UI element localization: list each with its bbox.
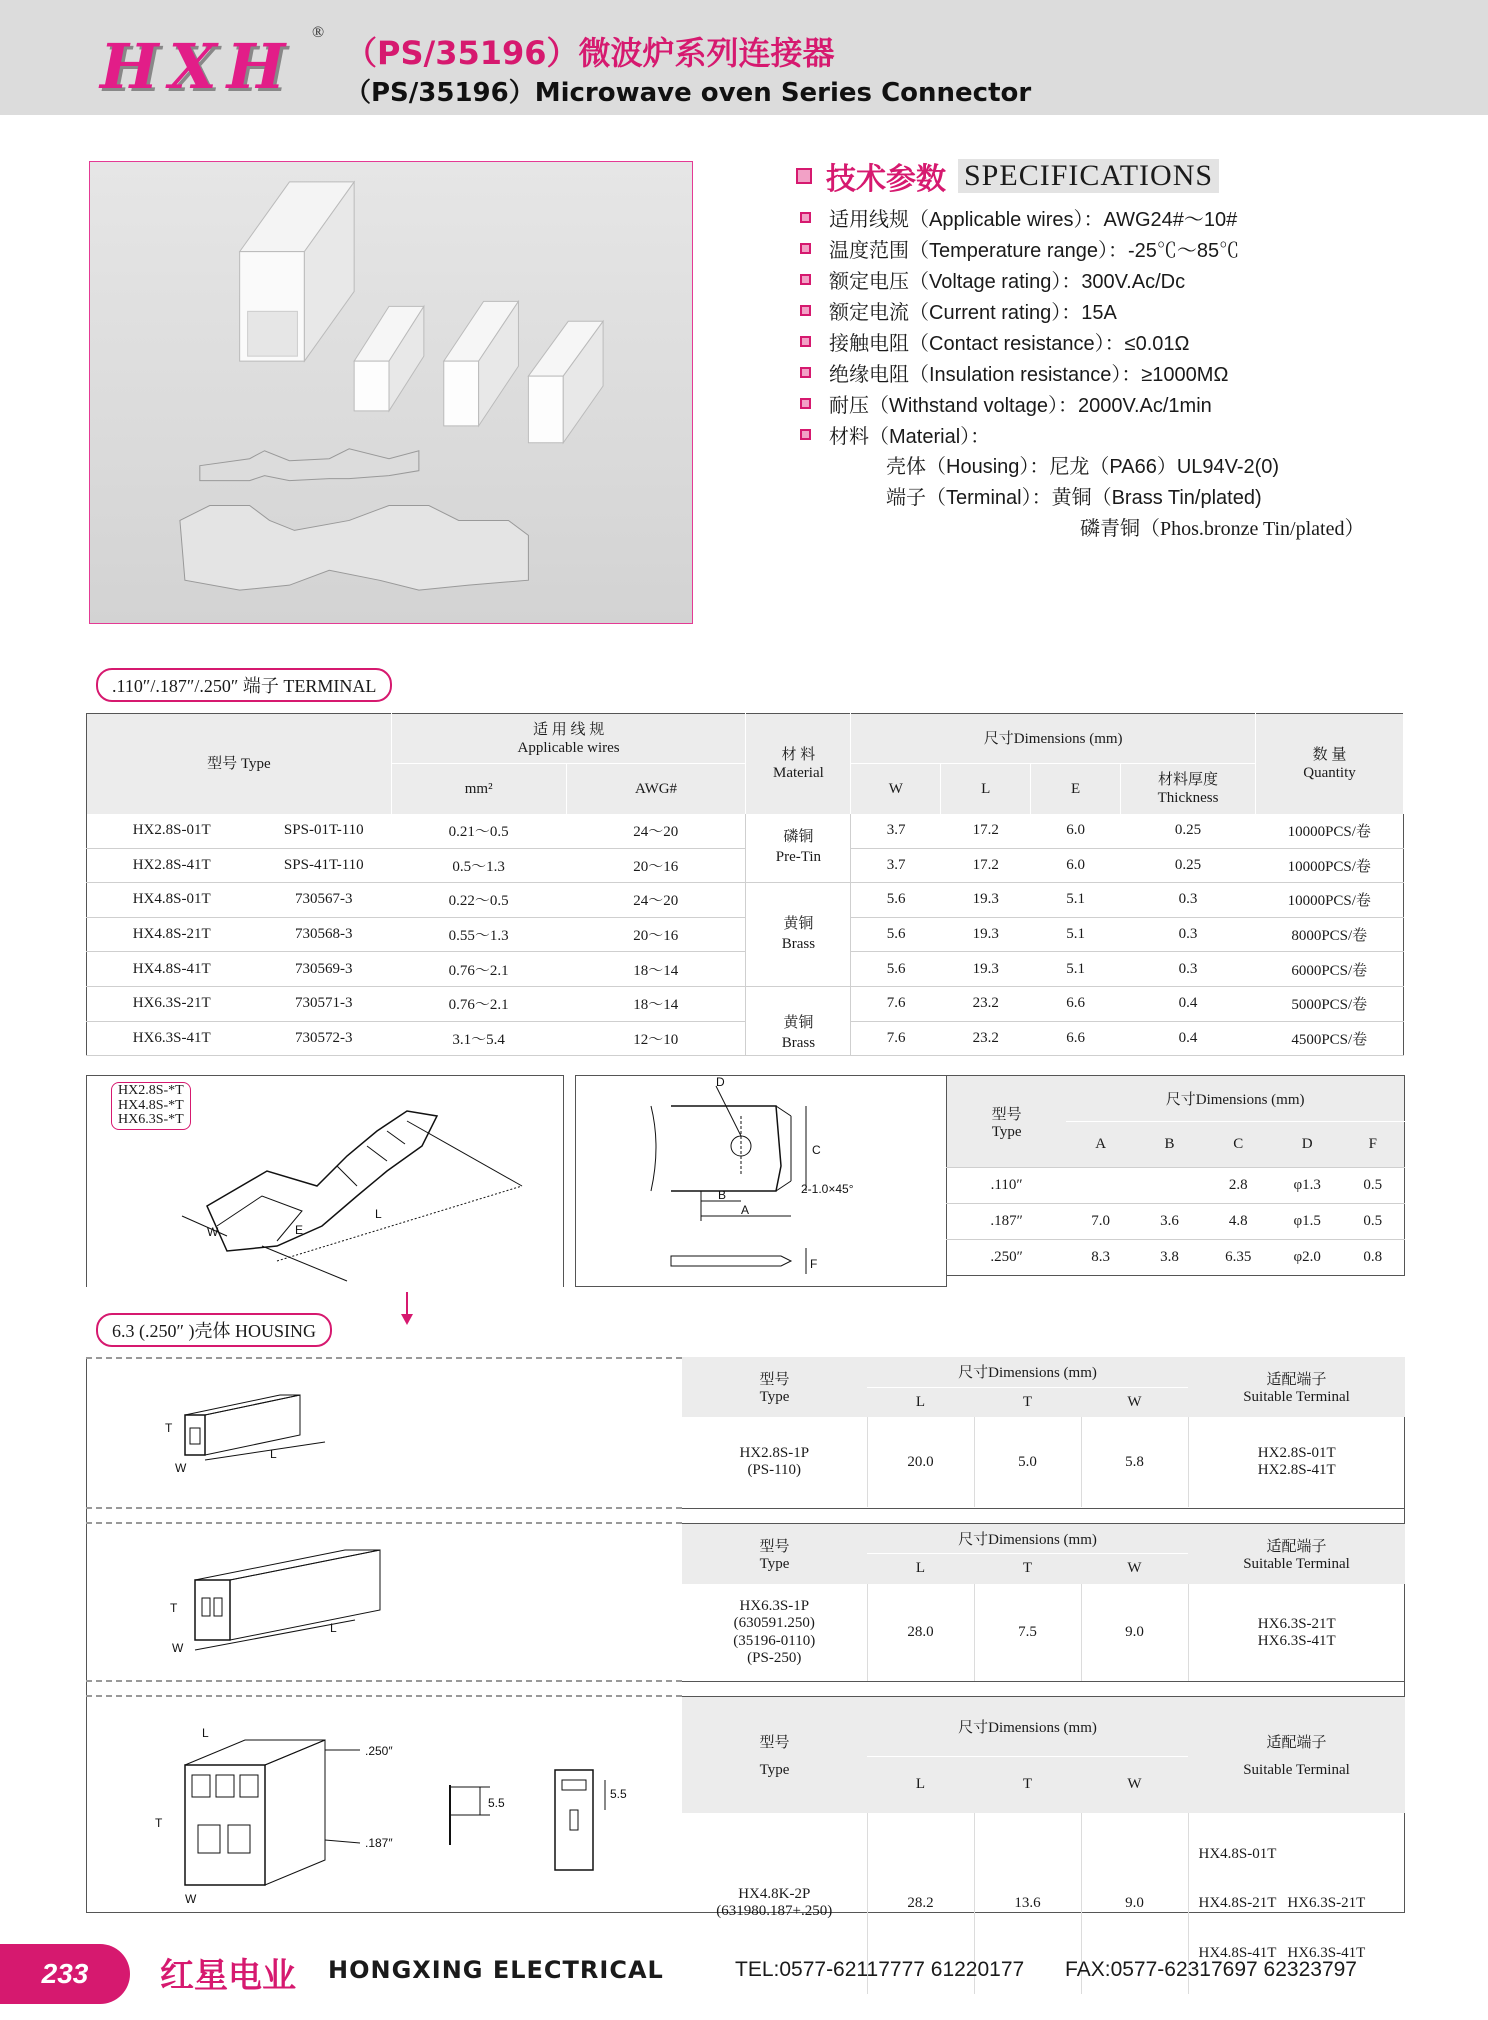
cell-mm2: 3.1～5.4 [391,1021,566,1056]
cell-e: 5.1 [1031,883,1121,918]
square-bullet-icon [800,243,811,254]
svg-text:L: L [375,1207,382,1221]
header-quantity: 数 量 Quantity [1256,714,1404,814]
cell-t: 0.4 [1121,1021,1256,1056]
cell-l: 19.3 [941,883,1031,918]
housing-table-3: 型号 Type 尺寸Dimensions (mm) 适配端子 Suitable Terminal L T W HX4.8K-2P (631980.187+.250) 28.2 13.6 9.0 HX4.8S-01T HX4.8S-21T HX6.3S-21T HX4.8S-41T HX6.3S-41T [682,1696,1405,1994]
divider [86,1680,682,1682]
housing-table-1: 型号 Type 尺寸Dimensions (mm) 适配端子 Suitable Terminal L T W HX2.8S-1P (PS-110) 20.0 5.0 5.8 HX2.8S-01T HX2.8S-41T [682,1357,1405,1507]
cell-mm2: 0.55～1.3 [391,917,566,952]
svg-text:W: W [185,1892,197,1905]
cell-mm2: 0.76～2.1 [391,952,566,987]
tab-dimensions-table [946,1075,1405,1276]
header-dimensions: 尺寸Dimensions (mm) [851,714,1256,764]
svg-text:L: L [330,1621,337,1635]
terminal-section-tag: .110″/.187″/.250″ 端子 TERMINAL [96,668,392,702]
cell-material: 黄铜 Brass [746,883,851,987]
divider [86,1695,682,1697]
cell-type: .187″ [947,1204,1067,1240]
specifications-list [800,202,1239,450]
svg-text:T: T [155,1816,163,1830]
housing-table-2: 型号 Type 尺寸Dimensions (mm) 适配端子 Suitable Terminal L T W HX6.3S-1P (630591.250) (35196-0110) (PS-250) 28.0 7.5 9.0 HX6.3S-21T HX6.3S-41T [682,1523,1405,1682]
terminal-drawing [87,1076,565,1288]
table-row [87,848,1404,883]
terminal-table [86,713,1404,1056]
square-bullet-icon [800,274,811,285]
cell-c: 6.35 [1204,1240,1273,1276]
spec-row: 耐压（Withstand voltage）：2000V.Ac/1min [800,388,1239,419]
square-bullet-icon [796,168,812,184]
page-number: 233 [0,1944,130,2004]
housing-2p-drawing [150,1725,680,1905]
cell-mm2: 0.5～1.3 [391,848,566,883]
cell-awg: 20～16 [566,917,746,952]
terminal-drawing-panel [86,1075,564,1287]
cell-l: 19.3 [941,917,1031,952]
cell-w: 3.7 [851,848,941,883]
table-row [87,986,1404,1021]
cell-type: HX4.8S-21T [87,917,257,952]
registered-mark: ® [312,24,325,41]
cell-l: 17.2 [941,814,1031,849]
table-row [947,1168,1405,1204]
spec-row: 额定电压（Voltage rating）：300V.Ac/Dc [800,264,1239,295]
cell-awg: 24～20 [566,883,746,918]
spec-row: 绝缘电阻（Insulation resistance）：≥1000MΩ [800,357,1239,388]
cell-awg: 20～16 [566,848,746,883]
header-thickness: 材料厚度 Thickness [1121,764,1256,814]
cell-w: 5.6 [851,952,941,987]
cell-type: .110″ [947,1168,1067,1204]
company-name-cn: 红星电业 [160,1956,296,1996]
divider [86,1507,682,1509]
cell-l: 19.3 [941,952,1031,987]
spec-title-cn: 技术参数 [826,162,946,197]
header-wires: 适 用 线 规 Applicable wires [391,714,746,764]
cell-awg: 18～14 [566,986,746,1021]
spec-row: 适用线规（Applicable wires）：AWG24#～10# [800,202,1239,233]
divider [86,1522,682,1524]
table-row [947,1204,1405,1240]
cell-t: 0.4 [1121,986,1256,1021]
header-dimensions: 尺寸Dimensions (mm) [1066,1076,1404,1122]
cell-part: 730567-3 [256,883,391,918]
header-mm2: mm² [391,764,566,814]
header-material: 材 料 Material [746,714,851,814]
housing-1p-250-drawing [150,1540,650,1670]
spec-row: 接触电阻（Contact resistance）：≤0.01Ω [800,326,1239,357]
cell-l: 23.2 [941,986,1031,1021]
brand-logo: HXH [100,30,296,103]
cell-material: 磷铜 Pre-Tin [746,814,851,883]
divider [86,1357,682,1359]
housing-row: HX4.8K-2P (631980.187+.250) 28.2 13.6 9.0 HX4.8S-01T HX4.8S-21T HX6.3S-21T HX4.8S-41T HX6.3S-41T [682,1813,1405,1995]
cell-t: 0.3 [1121,952,1256,987]
cell-type: HX2.8S-01T [87,814,257,849]
tab-drawing [576,1076,948,1288]
cell-type: HX4.8S-41T [87,952,257,987]
table-row [87,952,1404,987]
square-bullet-icon [800,336,811,347]
cell-qty: 4500PCS/卷 [1256,1021,1404,1056]
cell-l: 23.2 [941,1021,1031,1056]
header-l: L [941,764,1031,814]
svg-text:B: B [718,1188,727,1202]
cell-awg: 18～14 [566,952,746,987]
cell-e: 6.0 [1031,814,1121,849]
svg-text:.187″: .187″ [365,1836,393,1850]
cell-d: φ1.5 [1273,1204,1342,1240]
cell-d: φ1.3 [1273,1168,1342,1204]
cell-part: SPS-41T-110 [256,848,391,883]
cell-e: 5.1 [1031,917,1121,952]
table-row [87,1021,1404,1056]
cell-qty: 10000PCS/卷 [1256,883,1404,918]
down-arrow-icon [397,1292,417,1328]
page-title-cn: （PS/35196）微波炉系列连接器 [345,34,835,72]
table-row [87,917,1404,952]
header-type: 型号 Type [87,714,392,814]
cell-t: 0.25 [1121,814,1256,849]
cell-qty: 10000PCS/卷 [1256,814,1404,849]
contact-info: TEL:0577-62117777 61220177 FAX:0577-62317697 62323797 [735,1958,1357,1981]
spec-row: 材料（Material）： [800,419,1239,450]
cell-d: φ2.0 [1273,1240,1342,1276]
tab-drawing-panel [575,1075,947,1287]
cell-t: 0.25 [1121,848,1256,883]
cell-part: SPS-01T-110 [256,814,391,849]
cell-mm2: 0.76～2.1 [391,986,566,1021]
svg-text:.250″: .250″ [365,1744,393,1758]
cell-t: 0.3 [1121,917,1256,952]
table-row [87,883,1404,918]
header-awg: AWG# [566,764,746,814]
cell-c: 2.8 [1204,1168,1273,1204]
housing-row: HX6.3S-1P (630591.250) (35196-0110) (PS-250) 28.0 7.5 9.0 HX6.3S-21T HX6.3S-41T [682,1584,1405,1682]
spec-terminal-material-2: 磷青铜（Phos.bronze Tin/plated） [1080,518,1365,540]
svg-text:C: C [812,1143,821,1157]
housing-row: HX2.8S-1P (PS-110) 20.0 5.0 5.8 HX2.8S-01T HX2.8S-41T [682,1417,1405,1507]
cell-f: 0.5 [1342,1204,1405,1240]
housing-1p-110-drawing [150,1380,650,1500]
cell-qty: 10000PCS/卷 [1256,848,1404,883]
svg-text:T: T [165,1421,173,1435]
header-w: W [851,764,941,814]
cell-mm2: 0.22～0.5 [391,883,566,918]
cell-material: 黄铜 Brass [746,986,851,1055]
header-e: E [1031,764,1121,814]
cell-qty: 8000PCS/卷 [1256,917,1404,952]
cell-e: 6.6 [1031,1021,1121,1056]
cell-l: 17.2 [941,848,1031,883]
terminal-types-box: HX2.8S-*T HX4.8S-*T HX6.3S-*T [111,1082,191,1130]
header-a: A [1066,1122,1135,1168]
svg-text:L: L [202,1726,209,1740]
cell-e: 6.0 [1031,848,1121,883]
cell-a: 7.0 [1066,1204,1135,1240]
header-b: B [1135,1122,1204,1168]
housing-section-tag: 6.3 (.250″ )壳体 HOUSING [96,1313,332,1347]
specifications-heading [796,154,1219,198]
cell-f: 0.5 [1342,1168,1405,1204]
cell-f: 0.8 [1342,1240,1405,1276]
square-bullet-icon [800,212,811,223]
svg-text:5.5: 5.5 [610,1787,627,1801]
square-bullet-icon [800,429,811,440]
svg-text:W: W [172,1641,184,1655]
cell-qty: 5000PCS/卷 [1256,986,1404,1021]
cell-w: 5.6 [851,883,941,918]
cell-part: 730572-3 [256,1021,391,1056]
cell-part: 730571-3 [256,986,391,1021]
divider [682,1508,1405,1509]
cell-awg: 12～10 [566,1021,746,1056]
table-row [947,1240,1405,1276]
spec-row: 温度范围（Temperature range）：-25℃～85℃ [800,233,1239,264]
cell-t: 0.3 [1121,883,1256,918]
square-bullet-icon [800,367,811,378]
svg-text:F: F [810,1257,818,1271]
cell-w: 7.6 [851,1021,941,1056]
cell-mm2: 0.21～0.5 [391,814,566,849]
cell-type: HX6.3S-41T [87,1021,257,1056]
header-f: F [1342,1122,1405,1168]
connector-parts-illustration [90,162,692,623]
cell-type: HX6.3S-21T [87,986,257,1021]
cell-qty: 6000PCS/卷 [1256,952,1404,987]
svg-text:T: T [170,1601,178,1615]
table-row [87,814,1404,849]
spec-title-en: SPECIFICATIONS [958,159,1219,193]
cell-e: 5.1 [1031,952,1121,987]
cell-awg: 24～20 [566,814,746,849]
spec-terminal-material: 端子（Terminal）：黄铜（Brass Tin/plated) [886,487,1262,509]
cell-c: 4.8 [1204,1204,1273,1240]
header-c: C [1204,1122,1273,1168]
svg-text:W: W [207,1225,219,1239]
cell-part: 730569-3 [256,952,391,987]
cell-w: 7.6 [851,986,941,1021]
header-type: 型号 Type [947,1076,1067,1168]
cell-a: 8.3 [1066,1240,1135,1276]
product-photo [89,161,693,624]
square-bullet-icon [800,305,811,316]
cell-a [1066,1168,1135,1204]
cell-type: HX2.8S-41T [87,848,257,883]
cell-e: 6.6 [1031,986,1121,1021]
svg-text:D: D [716,1076,725,1089]
cell-b: 3.8 [1135,1240,1204,1276]
cell-type: .250″ [947,1240,1067,1276]
page-title-en: （PS/35196）Microwave oven Series Connector [345,78,1032,108]
cell-b [1135,1168,1204,1204]
svg-text:E: E [295,1223,304,1237]
divider [682,1681,1405,1682]
spec-housing-material: 壳体（Housing）：尼龙（PA66）UL94V-2(0) [886,456,1280,478]
svg-text:L: L [270,1447,277,1461]
spec-row: 额定电流（Current rating）：15A [800,295,1239,326]
cell-w: 5.6 [851,917,941,952]
svg-text:5.5: 5.5 [488,1796,505,1810]
square-bullet-icon [800,398,811,409]
svg-text:2-1.0×45°: 2-1.0×45° [801,1182,854,1196]
company-name-en: HONGXING ELECTRICAL [328,1956,664,1984]
cell-type: HX4.8S-01T [87,883,257,918]
cell-part: 730568-3 [256,917,391,952]
header-d: D [1273,1122,1342,1168]
cell-b: 3.6 [1135,1204,1204,1240]
svg-text:W: W [175,1461,187,1475]
svg-text:A: A [741,1203,750,1217]
cell-w: 3.7 [851,814,941,849]
